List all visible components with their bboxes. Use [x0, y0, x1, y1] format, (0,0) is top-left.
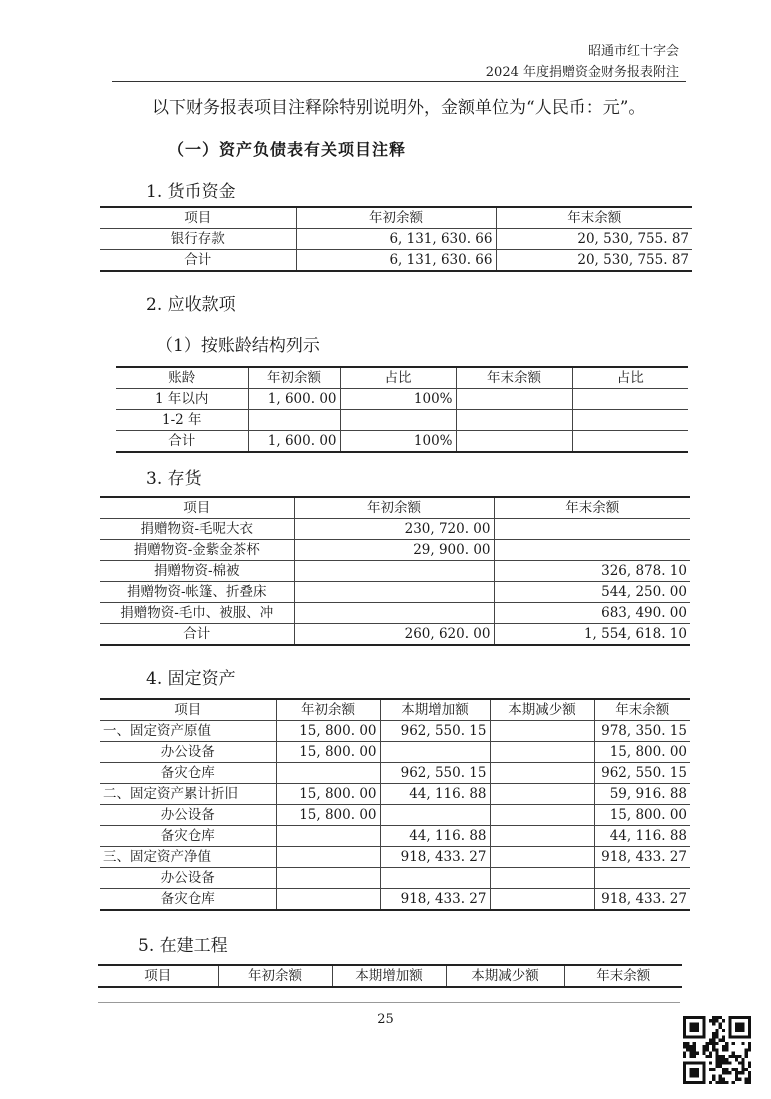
cell-item: 捐赠物资-棉被: [100, 561, 294, 582]
header-cell: 账龄: [116, 367, 248, 389]
table-row: [100, 826, 690, 847]
header-cell: 本期减少额: [490, 699, 594, 721]
cell-amount: 1, 600. 00: [248, 431, 340, 453]
cell-ratio: [572, 389, 688, 410]
cell-item: 三、固定资产净值: [100, 847, 276, 868]
header-cell: 年末余额: [494, 497, 690, 519]
cell-ratio: 100%: [340, 431, 456, 453]
table-row: [100, 582, 690, 603]
cell-item: 捐赠物资-毛呢大衣: [100, 519, 294, 540]
cell-amount: [276, 889, 380, 911]
cell-amount: 544, 250. 00: [494, 582, 690, 603]
cell-amount: [490, 868, 594, 889]
cell-ratio: 100%: [340, 389, 456, 410]
cell-item: 一、固定资产原值: [100, 721, 276, 742]
cell-amount: 1, 600. 00: [248, 389, 340, 410]
table-row: [100, 561, 690, 582]
cell-amount: 44, 116. 88: [380, 826, 490, 847]
header-cell: 年初余额: [276, 699, 380, 721]
cell-amount: 15, 800. 00: [594, 742, 690, 763]
cell-amount: 6, 131, 630. 66: [296, 229, 496, 250]
cell-amount: 15, 800. 00: [276, 805, 380, 826]
cell-amount: [490, 784, 594, 805]
cell-item: 1-2 年: [116, 410, 248, 431]
header-org: 昭通市红十字会: [587, 44, 679, 59]
table-header-row: [100, 207, 692, 229]
cell-amount: [490, 826, 594, 847]
cell-amount: 326, 878. 10: [494, 561, 690, 582]
header-cell: 占比: [572, 367, 688, 389]
header-cell: 本期增加额: [380, 699, 490, 721]
header-rule: [112, 81, 686, 82]
cell-amount: [490, 721, 594, 742]
qr-code-icon: [683, 1016, 751, 1084]
table-row: [100, 763, 690, 784]
header-cell: 项目: [100, 699, 276, 721]
cell-amount: [248, 410, 340, 431]
receivables-table: [116, 366, 688, 453]
footer-rule: [98, 1002, 680, 1003]
cell-amount: [294, 561, 494, 582]
table-row: [100, 868, 690, 889]
cell-amount: [380, 868, 490, 889]
table-row: [100, 603, 690, 624]
cell-amount: 15, 800. 00: [276, 742, 380, 763]
header-cell: 年末余额: [594, 699, 690, 721]
cell-ratio: [572, 431, 688, 453]
construction-table: [98, 964, 682, 988]
table-row: [100, 889, 690, 911]
header-cell: 年末余额: [456, 367, 572, 389]
cell-item: 备灾仓库: [100, 826, 276, 847]
cell-item: 捐赠物资-毛巾、被服、冲: [100, 603, 294, 624]
cell-amount: [490, 847, 594, 868]
table-row: [100, 250, 692, 272]
header-cell: 年初余额: [248, 367, 340, 389]
table-row: [100, 624, 690, 646]
table-row: [100, 721, 690, 742]
cell-amount: 230, 720. 00: [294, 519, 494, 540]
header-cell: 本期增加额: [332, 965, 446, 987]
page-number: 25: [377, 1012, 394, 1027]
cell-amount: [276, 826, 380, 847]
cell-amount: 962, 550. 15: [594, 763, 690, 784]
header-cell: 年末余额: [496, 207, 692, 229]
cell-item: 备灾仓库: [100, 889, 276, 911]
cell-ratio: [572, 410, 688, 431]
table-row: [100, 519, 690, 540]
header-doc-title: 2024 年度捐赠资金财务报表附注: [485, 65, 679, 80]
header-cell: 项目: [100, 207, 296, 229]
receivables-subtitle: （1）按账龄结构列示: [156, 336, 320, 356]
cell-amount: [490, 763, 594, 784]
cell-amount: [456, 410, 572, 431]
construction-title: 5. 在建工程: [138, 936, 228, 956]
cell-item: 合计: [100, 624, 294, 646]
table-header-row: [100, 497, 690, 519]
cell-ratio: [340, 410, 456, 431]
cell-amount: 20, 530, 755. 87: [496, 229, 692, 250]
header-cell: 年初余额: [218, 965, 332, 987]
cell-amount: [380, 805, 490, 826]
money-table: [100, 206, 692, 272]
cell-amount: [490, 889, 594, 911]
table-row: [100, 847, 690, 868]
money-title: 1. 货币资金: [146, 182, 236, 202]
cell-item: 二、固定资产累计折旧: [100, 784, 276, 805]
cell-item: 1 年以内: [116, 389, 248, 410]
inventory-title: 3. 存货: [146, 469, 202, 489]
cell-amount: [594, 868, 690, 889]
table-row: [100, 229, 692, 250]
cell-item: 办公设备: [100, 868, 276, 889]
cell-amount: 20, 530, 755. 87: [496, 250, 692, 272]
cell-amount: [294, 603, 494, 624]
table-row: [116, 431, 688, 453]
inventory-table: [100, 496, 690, 646]
cell-amount: [494, 540, 690, 561]
cell-amount: 918, 433. 27: [594, 889, 690, 911]
cell-amount: 978, 350. 15: [594, 721, 690, 742]
cell-item: 备灾仓库: [100, 763, 276, 784]
table-header-row: [116, 367, 688, 389]
cell-amount: [456, 389, 572, 410]
cell-amount: 918, 433. 27: [594, 847, 690, 868]
cell-item: 捐赠物资-金紫金茶杯: [100, 540, 294, 561]
intro-text: 以下财务报表项目注释除特别说明外，金额单位为“人民币：元”。: [152, 98, 646, 118]
cell-amount: [490, 742, 594, 763]
cell-amount: 29, 900. 00: [294, 540, 494, 561]
table-row: [100, 742, 690, 763]
table-row: [100, 540, 690, 561]
section-title: （一）资产负债表有关项目注释: [168, 140, 407, 159]
cell-item: 捐赠物资-帐篷、折叠床: [100, 582, 294, 603]
fixed-assets-table: [100, 698, 690, 911]
cell-amount: 962, 550. 15: [380, 721, 490, 742]
cell-amount: 683, 490. 00: [494, 603, 690, 624]
cell-amount: 1, 554, 618. 10: [494, 624, 690, 646]
cell-item: 办公设备: [100, 805, 276, 826]
cell-amount: 6, 131, 630. 66: [296, 250, 496, 272]
cell-amount: 15, 800. 00: [276, 721, 380, 742]
cell-amount: 15, 800. 00: [276, 784, 380, 805]
cell-amount: 44, 116. 88: [380, 784, 490, 805]
cell-amount: 44, 116. 88: [594, 826, 690, 847]
cell-amount: [276, 847, 380, 868]
table-header-row: [98, 965, 682, 987]
header-cell: 项目: [98, 965, 218, 987]
cell-amount: [456, 431, 572, 453]
table-row: [116, 389, 688, 410]
header-cell: 年初余额: [294, 497, 494, 519]
cell-amount: 59, 916. 88: [594, 784, 690, 805]
cell-amount: [276, 763, 380, 784]
cell-amount: [380, 742, 490, 763]
fixed-assets-title: 4. 固定资产: [146, 669, 236, 689]
receivables-title: 2. 应收款项: [146, 295, 236, 315]
cell-amount: [490, 805, 594, 826]
cell-amount: 15, 800. 00: [594, 805, 690, 826]
cell-item: 银行存款: [100, 229, 296, 250]
cell-amount: 260, 620. 00: [294, 624, 494, 646]
cell-item: 合计: [116, 431, 248, 453]
header-cell: 本期减少额: [446, 965, 564, 987]
table-row: [116, 410, 688, 431]
header-cell: 年初余额: [296, 207, 496, 229]
cell-amount: [276, 868, 380, 889]
cell-amount: 962, 550. 15: [380, 763, 490, 784]
cell-amount: [494, 519, 690, 540]
cell-item: 合计: [100, 250, 296, 272]
cell-item: 办公设备: [100, 742, 276, 763]
cell-amount: 918, 433. 27: [380, 847, 490, 868]
header-cell: 项目: [100, 497, 294, 519]
header-cell: 占比: [340, 367, 456, 389]
cell-amount: 918, 433. 27: [380, 889, 490, 911]
header-cell: 年末余额: [564, 965, 682, 987]
cell-amount: [294, 582, 494, 603]
table-row: [100, 784, 690, 805]
table-row: [100, 805, 690, 826]
table-header-row: [100, 699, 690, 721]
